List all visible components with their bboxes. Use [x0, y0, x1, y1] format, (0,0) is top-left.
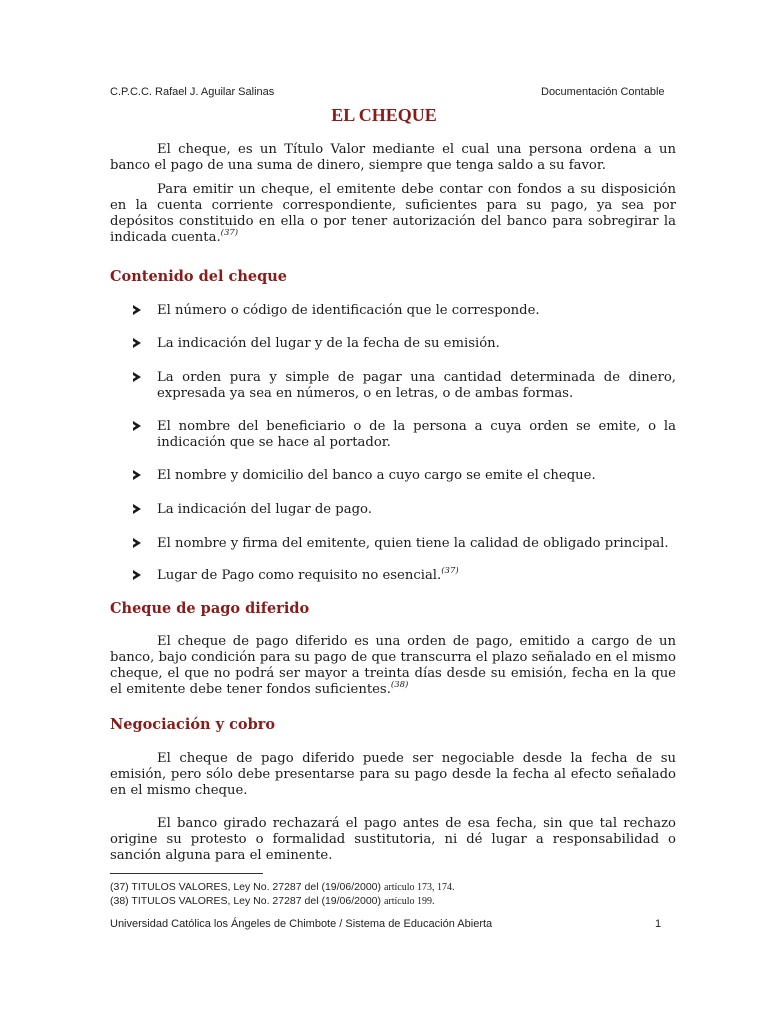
diferido-paragraph — [110, 634, 676, 698]
arrow-bullet-icon — [133, 338, 141, 348]
list-item-label: Lugar de Pago como requisito no esencial. — [157, 568, 442, 583]
page-number: 1 — [655, 918, 662, 930]
list-item-text — [157, 568, 676, 584]
list-item-text: El nombre y firma del emitente, quien tiene la calidad de obligado principal. — [157, 536, 669, 551]
list-item — [133, 303, 676, 319]
header-author: C.P.C.C. Rafael J. Aguilar Salinas — [110, 86, 275, 98]
footnote — [110, 895, 434, 907]
footnote-divider — [110, 873, 263, 874]
list-item-text: La indicación del lugar de pago. — [157, 502, 372, 517]
list-item — [133, 568, 676, 584]
list-item-text: El nombre del beneficiario o de la persona a cuya orden se emite, o la indicación que se hace al portador. — [157, 419, 676, 450]
arrow-bullet-icon — [133, 470, 141, 480]
negociacion-paragraph-2: El banco girado rechazará el pago antes de esa fecha, sin que tal rechazo origine su protesto o formalidad sustitutoria, ni dé lugar a responsabilidad o sanción alguna para el eminente. — [110, 816, 676, 863]
section-heading-contenido: Contenido del cheque — [110, 268, 288, 285]
arrow-bullet-icon — [133, 504, 141, 514]
intro-paragraph-2-text: Para emitir un cheque, el emitente debe contar con fondos a su disposición en la cuenta corriente correspondiente, suficientes para su pago, ya sea por depósitos constituido en ella o por tener autorización del banco para sobregirar la indicada cuenta. — [110, 182, 676, 245]
list-item — [133, 502, 676, 518]
section-heading-negociacion: Negociación y cobro — [110, 716, 276, 733]
footnote-article: artículo 199. — [383, 896, 435, 907]
footnote-ref: (37) — [220, 228, 239, 238]
intro-paragraph-2 — [110, 182, 676, 246]
footnote-article: artículo 173, 174. — [383, 882, 455, 893]
page-footer-institution: Universidad Católica los Ángeles de Chimbote / Sistema de Educación Abierta — [110, 918, 493, 930]
diferido-paragraph-text: El cheque de pago diferido es una orden de pago, emitido a cargo de un banco, bajo condición para su pago de que transcurra el plazo señalado en el mismo cheque, el que no podrá ser mayor a treinta días desde su emisión, fecha en la que el emitente debe tener fondos suficientes. — [110, 634, 676, 697]
footnote-ref: (38) — [390, 680, 409, 690]
list-item — [133, 468, 676, 484]
footnote-citation: (37) TITULOS VALORES, Ley No. 27287 del (19/06/2000) — [110, 881, 382, 893]
footnote-citation: (38) TITULOS VALORES, Ley No. 27287 del (19/06/2000) — [110, 895, 382, 907]
arrow-bullet-icon — [133, 570, 141, 580]
list-item — [133, 336, 676, 352]
section-heading-diferido: Cheque de pago diferido — [110, 600, 310, 617]
header-section: Documentación Contable — [541, 86, 665, 98]
page-title: EL CHEQUE — [331, 105, 437, 125]
footnote-ref: (37) — [441, 566, 459, 576]
footnote — [110, 881, 454, 893]
list-item — [133, 536, 676, 552]
intro-paragraph-1: El cheque, es un Título Valor mediante el cual una persona ordena a un banco el pago de una suma de dinero, siempre que tenga saldo a su favor. — [110, 142, 676, 173]
list-item — [133, 419, 676, 451]
arrow-bullet-icon — [133, 538, 141, 548]
list-item-text: La indicación del lugar y de la fecha de su emisión. — [157, 336, 500, 351]
negociacion-paragraph-1: El cheque de pago diferido puede ser negociable desde la fecha de su emisión, pero sólo debe presentarse para su pago desde la fecha al efecto señalado en el mismo cheque. — [110, 751, 676, 798]
arrow-bullet-icon — [133, 372, 141, 382]
arrow-bullet-icon — [133, 421, 141, 431]
list-item-text: La orden pura y simple de pagar una cantidad determinada de dinero, expresada ya sea en números, o en letras, o de ambas formas. — [157, 370, 676, 401]
arrow-bullet-icon — [133, 305, 141, 315]
list-item — [133, 370, 676, 402]
list-item-text: El número o código de identificación que le corresponde. — [157, 303, 540, 318]
list-item-text: El nombre y domicilio del banco a cuyo cargo se emite el cheque. — [157, 468, 596, 483]
